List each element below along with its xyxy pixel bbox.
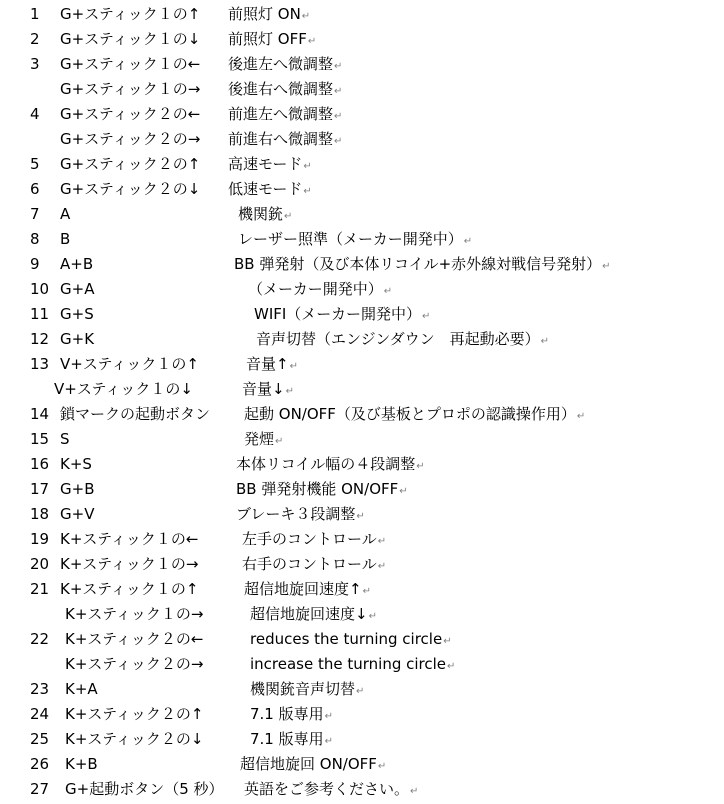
item-number: 17 — [30, 480, 50, 498]
function-description-text: 英語をご参考ください。 — [244, 780, 410, 798]
function-description — [238, 227, 472, 254]
control-combination: G+起動ボタン（5 秒） — [65, 780, 224, 798]
list-item — [0, 402, 724, 427]
item-number: 22 — [30, 630, 50, 648]
list-item — [0, 377, 724, 402]
control-combination: K+スティック２の↑ — [65, 705, 204, 723]
item-number: 8 — [30, 230, 40, 248]
function-description-text: 前進右へ微調整 — [228, 130, 334, 148]
function-description — [228, 102, 342, 129]
function-description — [228, 2, 310, 29]
function-description-text: 音声切替（エンジンダウン 再起動必要） — [256, 330, 540, 348]
function-description-text: 低速モード — [228, 180, 303, 198]
function-description — [244, 427, 283, 454]
function-description-text: 7.1 版専用 — [250, 730, 324, 748]
function-description-text: 発煙 — [244, 430, 275, 448]
item-number: 18 — [30, 505, 50, 523]
paragraph-mark-icon: ↵ — [383, 286, 393, 297]
control-combination: B — [60, 230, 71, 248]
paragraph-mark-icon: ↵ — [356, 511, 365, 522]
list-item — [0, 277, 724, 302]
control-combination: K+スティック２の↓ — [65, 730, 204, 748]
control-combination: K+S — [60, 455, 92, 473]
item-number: 26 — [30, 755, 50, 773]
function-description — [250, 652, 455, 679]
item-number: 12 — [30, 330, 50, 348]
function-description-text: 後進右へ微調整 — [228, 80, 334, 98]
function-description-text: 前照灯 OFF — [228, 30, 307, 48]
list-item — [0, 102, 724, 127]
function-description-text: 前進左へ微調整 — [228, 105, 334, 123]
item-number: 25 — [30, 730, 50, 748]
list-item — [0, 752, 724, 777]
list-item — [0, 502, 724, 527]
function-description — [250, 602, 377, 629]
list-item — [0, 602, 724, 627]
function-description — [250, 702, 333, 729]
function-description-text: 超信地旋回速度↑ — [244, 580, 362, 598]
paragraph-mark-icon: ↵ — [303, 186, 312, 197]
list-item — [0, 577, 724, 602]
item-number: 10 — [30, 280, 50, 298]
paragraph-mark-icon: ↵ — [443, 636, 452, 647]
function-description — [244, 402, 585, 429]
item-number: 1 — [30, 5, 40, 23]
function-description-text: 後進左へ微調整 — [228, 55, 334, 73]
function-description-text: 7.1 版専用 — [250, 705, 324, 723]
function-description — [240, 752, 386, 779]
function-description — [242, 377, 294, 404]
paragraph-mark-icon: ↵ — [602, 261, 611, 272]
paragraph-mark-icon: ↵ — [377, 536, 387, 547]
list-item — [0, 152, 724, 177]
control-combination: A+B — [60, 255, 94, 273]
list-item — [0, 227, 724, 252]
function-description-text: 前照灯 ON — [228, 5, 301, 23]
item-number: 6 — [30, 180, 40, 198]
function-description-text: 音量↓ — [242, 380, 285, 398]
paragraph-mark-icon: ↵ — [284, 211, 293, 222]
control-combination: G+スティック１の← — [60, 55, 201, 73]
list-item — [0, 727, 724, 752]
function-description — [238, 202, 292, 229]
list-item — [0, 127, 724, 152]
control-combination: K+A — [65, 680, 98, 698]
function-description — [236, 477, 408, 504]
function-description — [234, 252, 611, 279]
paragraph-mark-icon: ↵ — [463, 236, 473, 247]
function-description-text: 機関銃音声切替 — [250, 680, 356, 698]
list-item — [0, 702, 724, 727]
list-item — [0, 177, 724, 202]
item-number: 19 — [30, 530, 50, 548]
function-description-text: 音量↑ — [246, 355, 289, 373]
paragraph-mark-icon: ↵ — [540, 336, 550, 347]
function-description-text: 起動 ON/OFF（及び基板とプロポの認識操作用） — [244, 405, 576, 423]
function-description — [244, 777, 418, 804]
paragraph-mark-icon: ↵ — [368, 611, 377, 622]
function-description — [254, 302, 430, 329]
list-item — [0, 777, 724, 802]
control-combination: K+スティック２の→ — [65, 655, 204, 673]
paragraph-mark-icon: ↵ — [377, 561, 387, 572]
list-item — [0, 202, 724, 227]
item-number: 23 — [30, 680, 50, 698]
item-number: 27 — [30, 780, 50, 798]
function-description — [228, 52, 342, 79]
function-description-text: 超信地旋回 ON/OFF — [240, 755, 377, 773]
function-description — [228, 152, 312, 179]
item-number: 13 — [30, 355, 50, 373]
function-description — [236, 452, 425, 479]
item-number: 24 — [30, 705, 50, 723]
control-combination: G+S — [60, 305, 94, 323]
control-combination: K+スティック２の← — [65, 630, 204, 648]
function-description-text: reduces the turning circle — [250, 630, 443, 648]
control-combination: K+スティック１の← — [60, 530, 199, 548]
control-combination: A — [60, 205, 71, 223]
list-item — [0, 552, 724, 577]
control-combination: S — [60, 430, 70, 448]
control-combination: K+B — [65, 755, 98, 773]
function-description — [242, 527, 386, 554]
paragraph-mark-icon: ↵ — [362, 586, 371, 597]
control-combination: V+スティック１の↓ — [54, 380, 193, 398]
list-item — [0, 52, 724, 77]
function-description — [242, 552, 386, 579]
paragraph-mark-icon: ↵ — [377, 761, 387, 772]
control-combination: K+スティック１の↑ — [60, 580, 199, 598]
list-item — [0, 252, 724, 277]
control-combination: K+スティック１の→ — [65, 605, 204, 623]
function-description-text: ブレーキ３段調整 — [236, 505, 356, 523]
paragraph-mark-icon: ↵ — [334, 61, 343, 72]
list-item — [0, 77, 724, 102]
paragraph-mark-icon: ↵ — [356, 686, 365, 697]
list-item — [0, 652, 724, 677]
control-combination: G+スティック２の← — [60, 105, 201, 123]
function-description-text: 左手のコントロール — [242, 530, 377, 548]
list-item — [0, 2, 724, 27]
function-description — [246, 352, 298, 379]
function-description — [250, 727, 333, 754]
function-description — [250, 677, 364, 704]
item-number: 5 — [30, 155, 40, 173]
paragraph-mark-icon: ↵ — [399, 486, 408, 497]
function-description — [228, 27, 316, 54]
list-item — [0, 427, 724, 452]
control-combination: 鎖マークの起動ボタン — [60, 405, 211, 423]
function-description — [248, 277, 392, 304]
paragraph-mark-icon: ↵ — [416, 461, 425, 472]
function-description-text: レーザー照準（メーカー開発中） — [238, 230, 463, 248]
function-description — [228, 77, 342, 104]
control-combination: G+B — [60, 480, 95, 498]
paragraph-mark-icon: ↵ — [422, 311, 431, 322]
control-combination: G+スティック１の→ — [60, 80, 201, 98]
item-number: 14 — [30, 405, 50, 423]
list-item — [0, 352, 724, 377]
list-item — [0, 677, 724, 702]
list-item — [0, 627, 724, 652]
control-combination: G+スティック１の↑ — [60, 5, 201, 23]
list-item — [0, 452, 724, 477]
control-combination: G+スティック２の↓ — [60, 180, 201, 198]
item-number: 16 — [30, 455, 50, 473]
function-description-text: WIFI（メーカー開発中） — [254, 305, 422, 323]
function-description — [244, 577, 371, 604]
function-description-text: BB 弾発射機能 ON/OFF — [236, 480, 399, 498]
paragraph-mark-icon: ↵ — [307, 36, 317, 47]
paragraph-mark-icon: ↵ — [334, 111, 343, 122]
function-description — [250, 627, 452, 654]
paragraph-mark-icon: ↵ — [334, 86, 343, 97]
function-description — [236, 502, 365, 529]
function-description-text: （メーカー開発中） — [248, 280, 383, 298]
item-number: 2 — [30, 30, 40, 48]
item-number: 4 — [30, 105, 40, 123]
function-description-text: 右手のコントロール — [242, 555, 377, 573]
item-number: 11 — [30, 305, 50, 323]
control-combination: G+スティック２の↑ — [60, 155, 201, 173]
paragraph-mark-icon: ↵ — [301, 11, 311, 22]
control-combination: G+スティック１の↓ — [60, 30, 201, 48]
control-combination: K+スティック１の→ — [60, 555, 199, 573]
list-item — [0, 27, 724, 52]
function-description — [256, 327, 549, 354]
function-description-text: 本体リコイル幅の４段調整 — [236, 455, 416, 473]
function-description-text: BB 弾発射（及び本体リコイル+赤外線対戦信号発射） — [234, 255, 602, 273]
control-combination: G+V — [60, 505, 95, 523]
function-description-text: 超信地旋回速度↓ — [250, 605, 368, 623]
item-number: 20 — [30, 555, 50, 573]
paragraph-mark-icon: ↵ — [334, 136, 343, 147]
list-item — [0, 302, 724, 327]
control-combination: G+A — [60, 280, 95, 298]
item-number: 7 — [30, 205, 40, 223]
paragraph-mark-icon: ↵ — [303, 161, 312, 172]
paragraph-mark-icon: ↵ — [285, 386, 294, 397]
function-description-text: increase the turning circle — [250, 655, 447, 673]
paragraph-mark-icon: ↵ — [275, 436, 284, 447]
item-number: 15 — [30, 430, 50, 448]
control-combination: V+スティック１の↑ — [60, 355, 199, 373]
function-description — [228, 177, 312, 204]
item-number: 9 — [30, 255, 40, 273]
function-description-text: 機関銃 — [238, 205, 284, 223]
item-number: 21 — [30, 580, 50, 598]
function-description-text: 高速モード — [228, 155, 303, 173]
paragraph-mark-icon: ↵ — [324, 711, 334, 722]
control-combination: G+K — [60, 330, 95, 348]
paragraph-mark-icon: ↵ — [447, 661, 456, 672]
paragraph-mark-icon: ↵ — [289, 361, 298, 372]
list-item — [0, 327, 724, 352]
control-combination: G+スティック２の→ — [60, 130, 201, 148]
list-item — [0, 477, 724, 502]
paragraph-mark-icon: ↵ — [324, 736, 334, 747]
function-description — [228, 127, 342, 154]
item-number: 3 — [30, 55, 40, 73]
paragraph-mark-icon: ↵ — [410, 786, 419, 797]
paragraph-mark-icon: ↵ — [576, 411, 586, 422]
list-item — [0, 527, 724, 552]
